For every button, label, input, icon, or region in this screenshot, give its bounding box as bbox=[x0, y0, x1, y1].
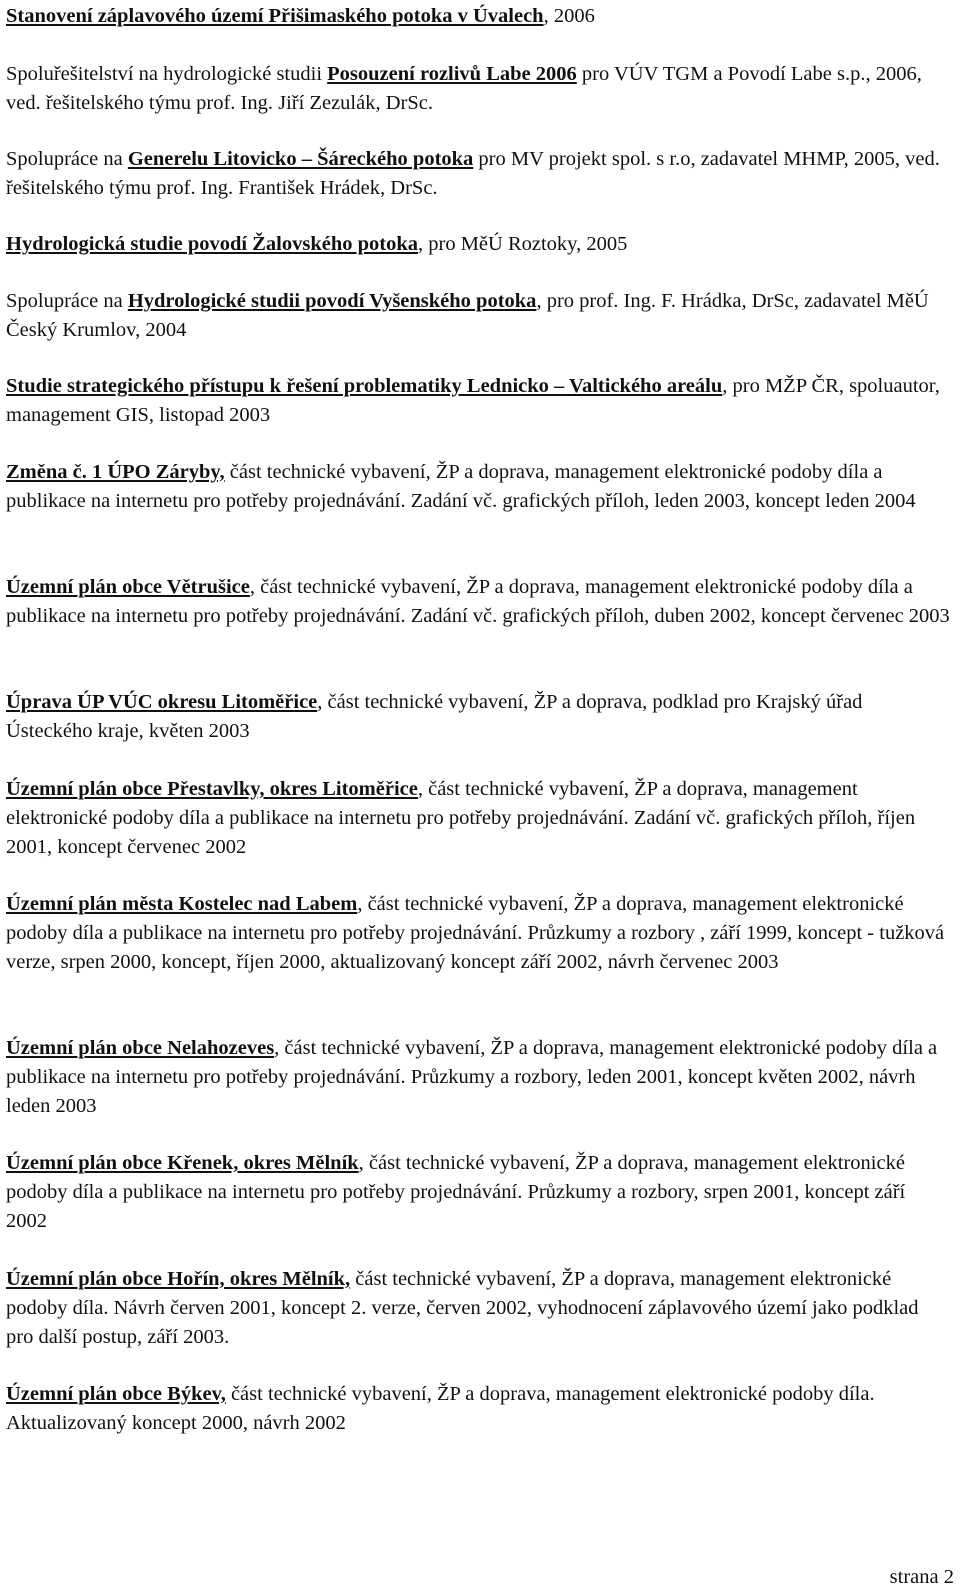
project-entry bbox=[6, 688, 950, 746]
project-description: , 2006 bbox=[543, 5, 595, 27]
project-entry bbox=[6, 1149, 950, 1236]
project-description: Spolupráce na bbox=[6, 148, 128, 170]
project-entry bbox=[6, 1034, 950, 1121]
page-number: strana 2 bbox=[889, 1566, 954, 1588]
project-entry bbox=[6, 372, 950, 430]
project-title: Územní plán obce Křenek, okres Mělník bbox=[6, 1152, 359, 1174]
project-description: pro VÚV TGM a Povodí Labe s.p., 2006, ved. řešitelského týmu prof. Ing. Jiří Zezulák, DrSc. bbox=[6, 63, 922, 114]
project-title: Územní plán města Kostelec nad Labem bbox=[6, 893, 358, 915]
project-entry bbox=[6, 2, 950, 31]
project-description: , pro MěÚ Roztoky, 2005 bbox=[418, 233, 628, 255]
project-title: Územní plán obce Nelahozeves bbox=[6, 1037, 275, 1059]
project-title: Studie strategického přístupu k řešení problematiky Lednicko – Valtického areálu bbox=[6, 375, 723, 397]
project-entry bbox=[6, 230, 950, 259]
project-title: Hydrologické studii povodí Vyšenského potoka bbox=[127, 290, 537, 312]
project-entry bbox=[6, 1380, 950, 1438]
project-description: , pro prof. Ing. F. Hrádka, DrSc, zadavatel MěÚ Český Krumlov, 2004 bbox=[6, 290, 929, 341]
project-title: Generelu Litovicko – Šáreckého potoka bbox=[127, 148, 474, 170]
project-entry bbox=[6, 287, 950, 345]
project-description: , část technické vybavení, ŽP a doprava, management elektronické podoby díla a publikace na internetu pro potřeby projednávání. Průzkumy a rozbory , září 1999, koncept - tužková verze, srpen 2000, koncept, říjen 2000, aktualizovaný koncept září 2002, návrh červenec 2003 bbox=[6, 893, 945, 973]
project-title: Posouzení rozlivů Labe 2006 bbox=[327, 63, 577, 85]
project-description: , část technické vybavení, ŽP a doprava, management elektronické podoby díla a publikace na internetu pro potřeby projednávání. Zadání vč. grafických příloh, říjen 2001, koncept červenec 2002 bbox=[6, 778, 916, 858]
project-description: , pro MŽP ČR, spoluautor, management GIS, listopad 2003 bbox=[6, 375, 940, 426]
project-title: Územní plán obce Býkev, bbox=[6, 1383, 226, 1405]
project-description: část technické vybavení, ŽP a doprava, management elektronické podoby díla a publikace na internetu pro potřeby projednávání. Zadání vč. grafických příloh, leden 2003, koncept leden 2004 bbox=[6, 461, 916, 512]
project-title: Stanovení záplavového území Přišimaského potoka v Úvalech bbox=[6, 5, 544, 27]
project-entry bbox=[6, 1265, 950, 1352]
project-entry bbox=[6, 775, 950, 862]
project-entry bbox=[6, 60, 950, 118]
project-description: Spoluřešitelství na hydrologické studii bbox=[6, 63, 328, 85]
project-entry bbox=[6, 890, 950, 977]
project-title: Územní plán obce Hořín, okres Mělník, bbox=[6, 1268, 351, 1290]
project-title: Územní plán obce Přestavlky, okres Litoměřice bbox=[6, 778, 418, 800]
project-description: , část technické vybavení, ŽP a doprava, management elektronické podoby díla a publikace na internetu pro potřeby projednávání. Průzkumy a rozbory, leden 2001, koncept květen 2002, návrh leden 2003 bbox=[6, 1037, 938, 1117]
project-description: , část technické vybavení, ŽP a doprava, management elektronické podoby díla a publikace na internetu pro potřeby projednávání. Zadání vč. grafických příloh, duben 2002, koncept červenec 2003 bbox=[6, 576, 950, 627]
project-entry bbox=[6, 458, 950, 516]
project-title: Úprava ÚP VÚC okresu Litoměřice bbox=[6, 691, 318, 713]
project-entry bbox=[6, 145, 950, 203]
project-description: Spolupráce na bbox=[6, 290, 128, 312]
project-description: část technické vybavení, ŽP a doprava, management elektronické podoby díla. Návrh červen 2001, koncept 2. verze, červen 2002, vyhodnocení záplavového území jako podklad pro další postup, září 2003. bbox=[6, 1268, 919, 1348]
project-description: , část technické vybavení, ŽP a doprava, management elektronické podoby díla a publikace na internetu pro potřeby projednávání. Průzkumy a rozbory, srpen 2001, koncept září 2002 bbox=[6, 1152, 906, 1232]
project-description: část technické vybavení, ŽP a doprava, management elektronické podoby díla. Aktualizovaný koncept 2000, návrh 2002 bbox=[6, 1383, 875, 1434]
project-description: pro MV projekt spol. s r.o, zadavatel MHMP, 2005, ved. řešitelského týmu prof. Ing. František Hrádek, DrSc. bbox=[6, 148, 940, 199]
project-title: Územní plán obce Větrušice bbox=[6, 576, 250, 598]
project-title: Hydrologická studie povodí Žalovského potoka bbox=[6, 233, 418, 255]
project-description: , část technické vybavení, ŽP a doprava, podklad pro Krajský úřad Ústeckého kraje, květen 2003 bbox=[6, 691, 863, 742]
project-entry bbox=[6, 573, 950, 631]
project-title: Změna č. 1 ÚPO Záryby, bbox=[6, 461, 225, 483]
